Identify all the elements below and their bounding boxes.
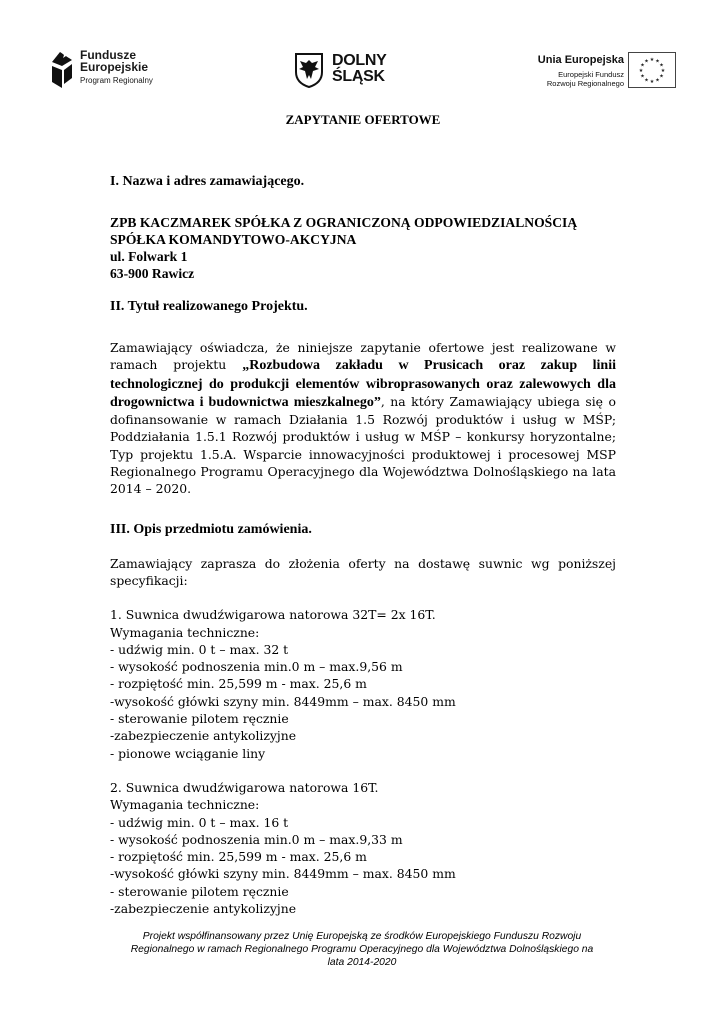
eagle-shield-icon [294, 52, 324, 88]
page-footer [100, 930, 624, 969]
spec-item: -zabezpieczenie antykolizyjne [110, 901, 297, 917]
spec-item: - rozpiętość min. 25,599 m - max. 25,6 m [110, 676, 367, 692]
street-address: ul. Folwark 1 [110, 249, 188, 264]
project-text-before: Zamawiający oświadcza, że niniejsze zapytanie ofertowe jest realizowane w ramach projektu [110, 340, 616, 373]
spec-item: - sterowanie pilotem ręcznie [110, 711, 289, 727]
fundusze-europejskie-mark-icon [50, 48, 74, 90]
contractor-address [110, 214, 616, 282]
crane-item-2 [110, 779, 616, 917]
spec-item: - wysokość podnoszenia min.0 m – max.9,33 m [110, 831, 403, 847]
crane-1-req-label: Wymagania techniczne: [110, 624, 260, 640]
section-2-heading: II. Tytuł realizowanego Projektu. [110, 299, 308, 314]
spec-item: - udźwig min. 0 t – max. 32 t [110, 641, 289, 657]
spec-item: -wysokość główki szyny min. 8449mm – max. 8450 mm [110, 693, 456, 709]
eu-star-icon: ★ [655, 78, 660, 84]
page-title: ZAPYTANIE OFERTOWE [285, 112, 441, 127]
spec-item: - rozpiętość min. 25,599 m - max. 25,6 m [110, 849, 367, 865]
ue-logo-line3: Rozwoju Regionalnego [546, 79, 624, 88]
eu-star-icon: ★ [640, 63, 645, 69]
ds-logo-line1: DOLNY [332, 52, 387, 69]
project-text-after: , na który Zamawiający ubiega się o dofinansowanie w ramach Działania 1.5 Rozwój produktów i usług w MŚP; Poddziałania 1.5.1 Rozwój produktów i usług w MŚP – konkursy horyzontalne; Typ projektu 1.5.A. Wsparcie innowacyjności produktowej i procesowej MSP Regionalnego Programu Operacyjnego dla Województwa Dolnośląskiego na lata 2014 – 2020. [110, 393, 616, 497]
spec-item: - pionowe wciąganie liny [110, 745, 266, 761]
postal-city: 63-900 Rawicz [110, 266, 195, 281]
spec-item: - udźwig min. 0 t – max. 16 t [110, 814, 289, 830]
company-name-line2: SPÓŁKA KOMANDYTOWO-AKCYJNA [110, 232, 357, 247]
eu-star-icon: ★ [640, 74, 645, 80]
crane-2-title: 2. Suwnica dwudźwigarowa natorowa 16T. [110, 779, 379, 795]
spec-item: -wysokość główki szyny min. 8449mm – max. 8450 mm [110, 866, 456, 882]
ds-logo-line2: ŚLĄSK [332, 68, 385, 85]
crane-item-1 [110, 606, 616, 762]
eu-star-icon: ★ [638, 69, 644, 74]
eu-star-icon: ★ [660, 69, 666, 74]
fundusze-europejskie-logo [50, 46, 170, 96]
eu-star-icon: ★ [649, 58, 655, 63]
crane-2-specs [110, 814, 616, 918]
ue-logo-line1: Unia Europejska [537, 54, 624, 66]
eu-star-icon: ★ [644, 78, 649, 84]
unia-europejska-logo [530, 50, 680, 92]
section-3-heading: III. Opis przedmiotu zamówienia. [110, 521, 312, 537]
spec-item: - wysokość podnoszenia min.0 m – max.9,56 m [110, 659, 403, 675]
eu-star-icon: ★ [649, 80, 655, 85]
dolny-slask-logo [294, 50, 404, 90]
project-name: „Rozbudowa zakładu w Prusicach oraz zakup linii technologicznej do produkcji elementów wibroprasowanych oraz zalewowych dla drogownictwa i budownictwa mieszkalnego” [110, 358, 616, 410]
eu-star-icon: ★ [659, 63, 664, 69]
spec-item: - sterowanie pilotem ręcznie [110, 883, 289, 899]
fe-logo-line3: Program Regionalny [80, 76, 153, 85]
crane-1-title: 1. Suwnica dwudźwigarowa natorowa 32T= 2x 16T. [110, 607, 436, 623]
page-header [0, 40, 724, 100]
project-description [110, 339, 616, 498]
order-intro: Zamawiający zaprasza do złożenia oferty na dostawę suwnic wg poniższej specyfikacji: [110, 555, 616, 588]
fe-logo-line2: Europejskie [80, 60, 149, 74]
spec-item: -zabezpieczenie antykolizyjne [110, 728, 297, 744]
eu-star-icon: ★ [659, 74, 664, 80]
footer-line1: Projekt współfinansowany przez Unię Europejską ze środków Europejskiego Funduszu Rozwoju [142, 931, 582, 942]
section-1-heading: I. Nazwa i adres zamawiającego. [110, 174, 305, 189]
crane-2-req-label: Wymagania techniczne: [110, 797, 260, 813]
fe-logo-line1: Fundusze [80, 48, 136, 62]
eu-flag-icon [628, 52, 676, 88]
eu-star-icon: ★ [644, 59, 649, 65]
ue-logo-line2: Europejski Fundusz [558, 70, 624, 79]
crane-1-specs [110, 641, 616, 762]
company-name-line1: ZPB KACZMAREK SPÓŁKA Z OGRANICZONĄ ODPOWIEDZIALNOŚCIĄ [110, 215, 578, 230]
document-body [110, 112, 616, 917]
footer-line2: Regionalnego w ramach Regionalnego Programu Operacyjnego dla Województwa Dolnośląskiego na [130, 944, 594, 955]
footer-line3: lata 2014-2020 [327, 957, 397, 968]
eu-star-icon: ★ [655, 59, 660, 65]
